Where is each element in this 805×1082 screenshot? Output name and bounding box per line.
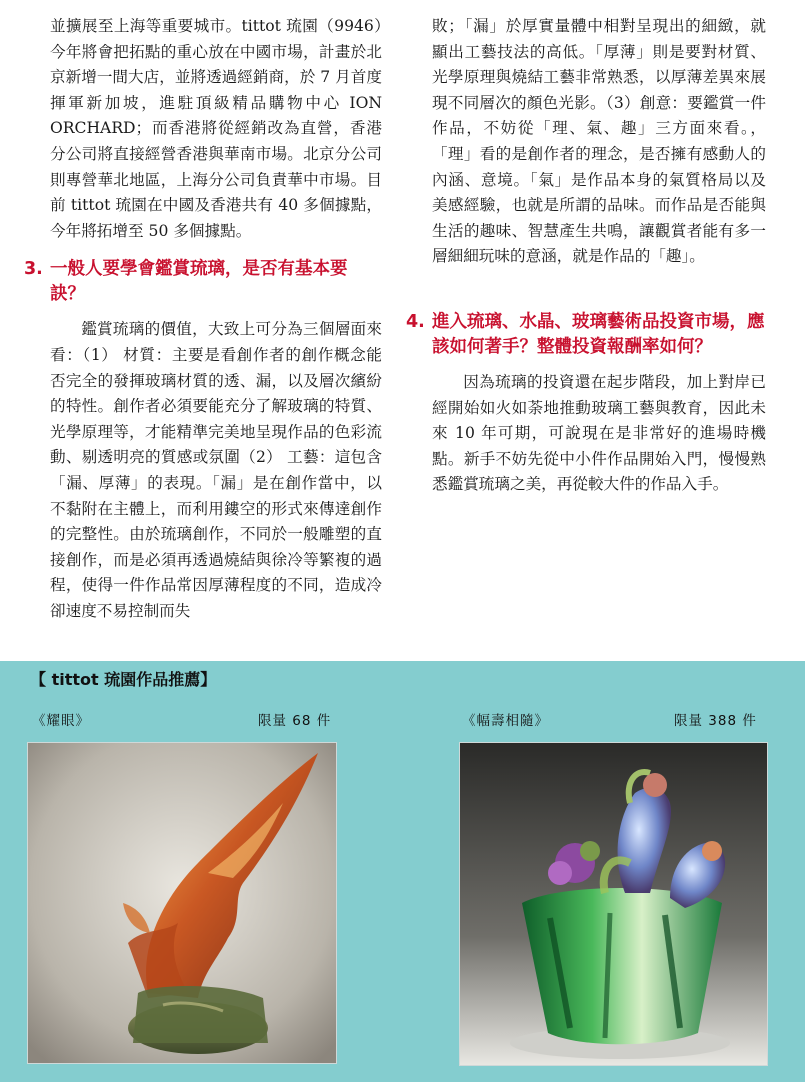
glass-birds-image (460, 743, 767, 1065)
question-3-number: 3. (24, 259, 43, 280)
question-3-heading (24, 257, 382, 307)
question-4-heading (406, 310, 766, 360)
question-3-text: 一般人要學會鑑賞琉璃，是否有基本要訣？ (50, 259, 348, 305)
work-1-limit: 限量 68 件 (258, 713, 332, 729)
work-1-name: 《耀眼》 (32, 713, 90, 729)
work-2-photo (459, 742, 768, 1066)
answer-3-part-2: 敗；「漏」於厚實量體中相對呈現出的細緻，就顯出工藝技法的高低。「厚薄」則是要對材質、光學原理與燒結工藝非常熟悉，以厚薄差異來展現不同層次的顏色光影。（3）創意：要鑑賞一件作品，不妨從「理、氣、趣」三方面來看。，「理」看的是創作者的理念，是否擁有感動人的內涵、意境。「氣」是作品本身的氣質格局以及美感經驗，也就是所謂的品味。而作品是否能與生活的趣味、智慧產生共鳴，讓觀賞者能有多一層細細玩味的意涵，就是作品的「趣」。 (432, 17, 766, 266)
left-column (24, 14, 382, 624)
work-2-name: 《幅壽相隨》 (462, 713, 549, 729)
intro-paragraph: 並擴展至上海等重要城市。tittot 琉園（9946）今年將會把拓點的重心放在中國市場，計畫於北京新增一間大店，並將透過經銷商，於 7 月首度揮軍新加坡，進駐頂級精品購物中心 ION ORCHARD；而香港將從經銷改為直營，香港分公司將直接經營香港與華南市場。北京分公司則專營華北地區，上海分公司負責華中市場。目前 tittot 琉園在中國及香港共有 40 多個據點，今年將拓增至 50 多個據點。 (50, 17, 382, 240)
question-4-number: 4. (406, 311, 425, 332)
right-column (406, 14, 766, 498)
answer-3-part-1: 鑑賞琉璃的價值，大致上可分為三個層面來看：（1） 材質：主要是看創作者的創作概念能否完全的發揮玻璃材質的透、漏，以及層次繽紛的特性。創作者必須要能充分了解玻璃的特質、光學原理等，才能精準完美地呈現作品的色彩流動、剔透明亮的質感或氛圍（2） 工藝：這包含「漏、厚薄」的表現。「漏」是在創作當中，以不黏附在主體上，而利用鏤空的形式來傳達創作的完整性。由於琉璃創作，不同於一般雕塑的直接創作，而是必須再透過燒結與徐冷等繁複的過程，使得一件作品常因厚薄程度的不同，造成冷卻速度不易控制而失 (50, 320, 382, 620)
recommend-panel-title: 【 tittot 琉園作品推薦】 (30, 670, 217, 689)
work-1-photo (27, 742, 337, 1064)
question-4-text: 進入琉璃、水晶、玻璃藝術品投資市場，應該如何著手？整體投資報酬率如何？ (432, 311, 765, 357)
amber-sculpture-image (28, 743, 336, 1063)
answer-4: 因為琉璃的投資還在起步階段，加上對岸已經開始如火如荼地推動玻璃工藝與教育，因此未來 10 年可期，可說現在是非常好的進場時機點。新手不妨先從中小件作品開始入門，慢慢熟悉鑑賞琉璃之美，再從較大件的作品入手。 (432, 372, 766, 494)
work-2-limit: 限量 388 件 (674, 713, 757, 729)
